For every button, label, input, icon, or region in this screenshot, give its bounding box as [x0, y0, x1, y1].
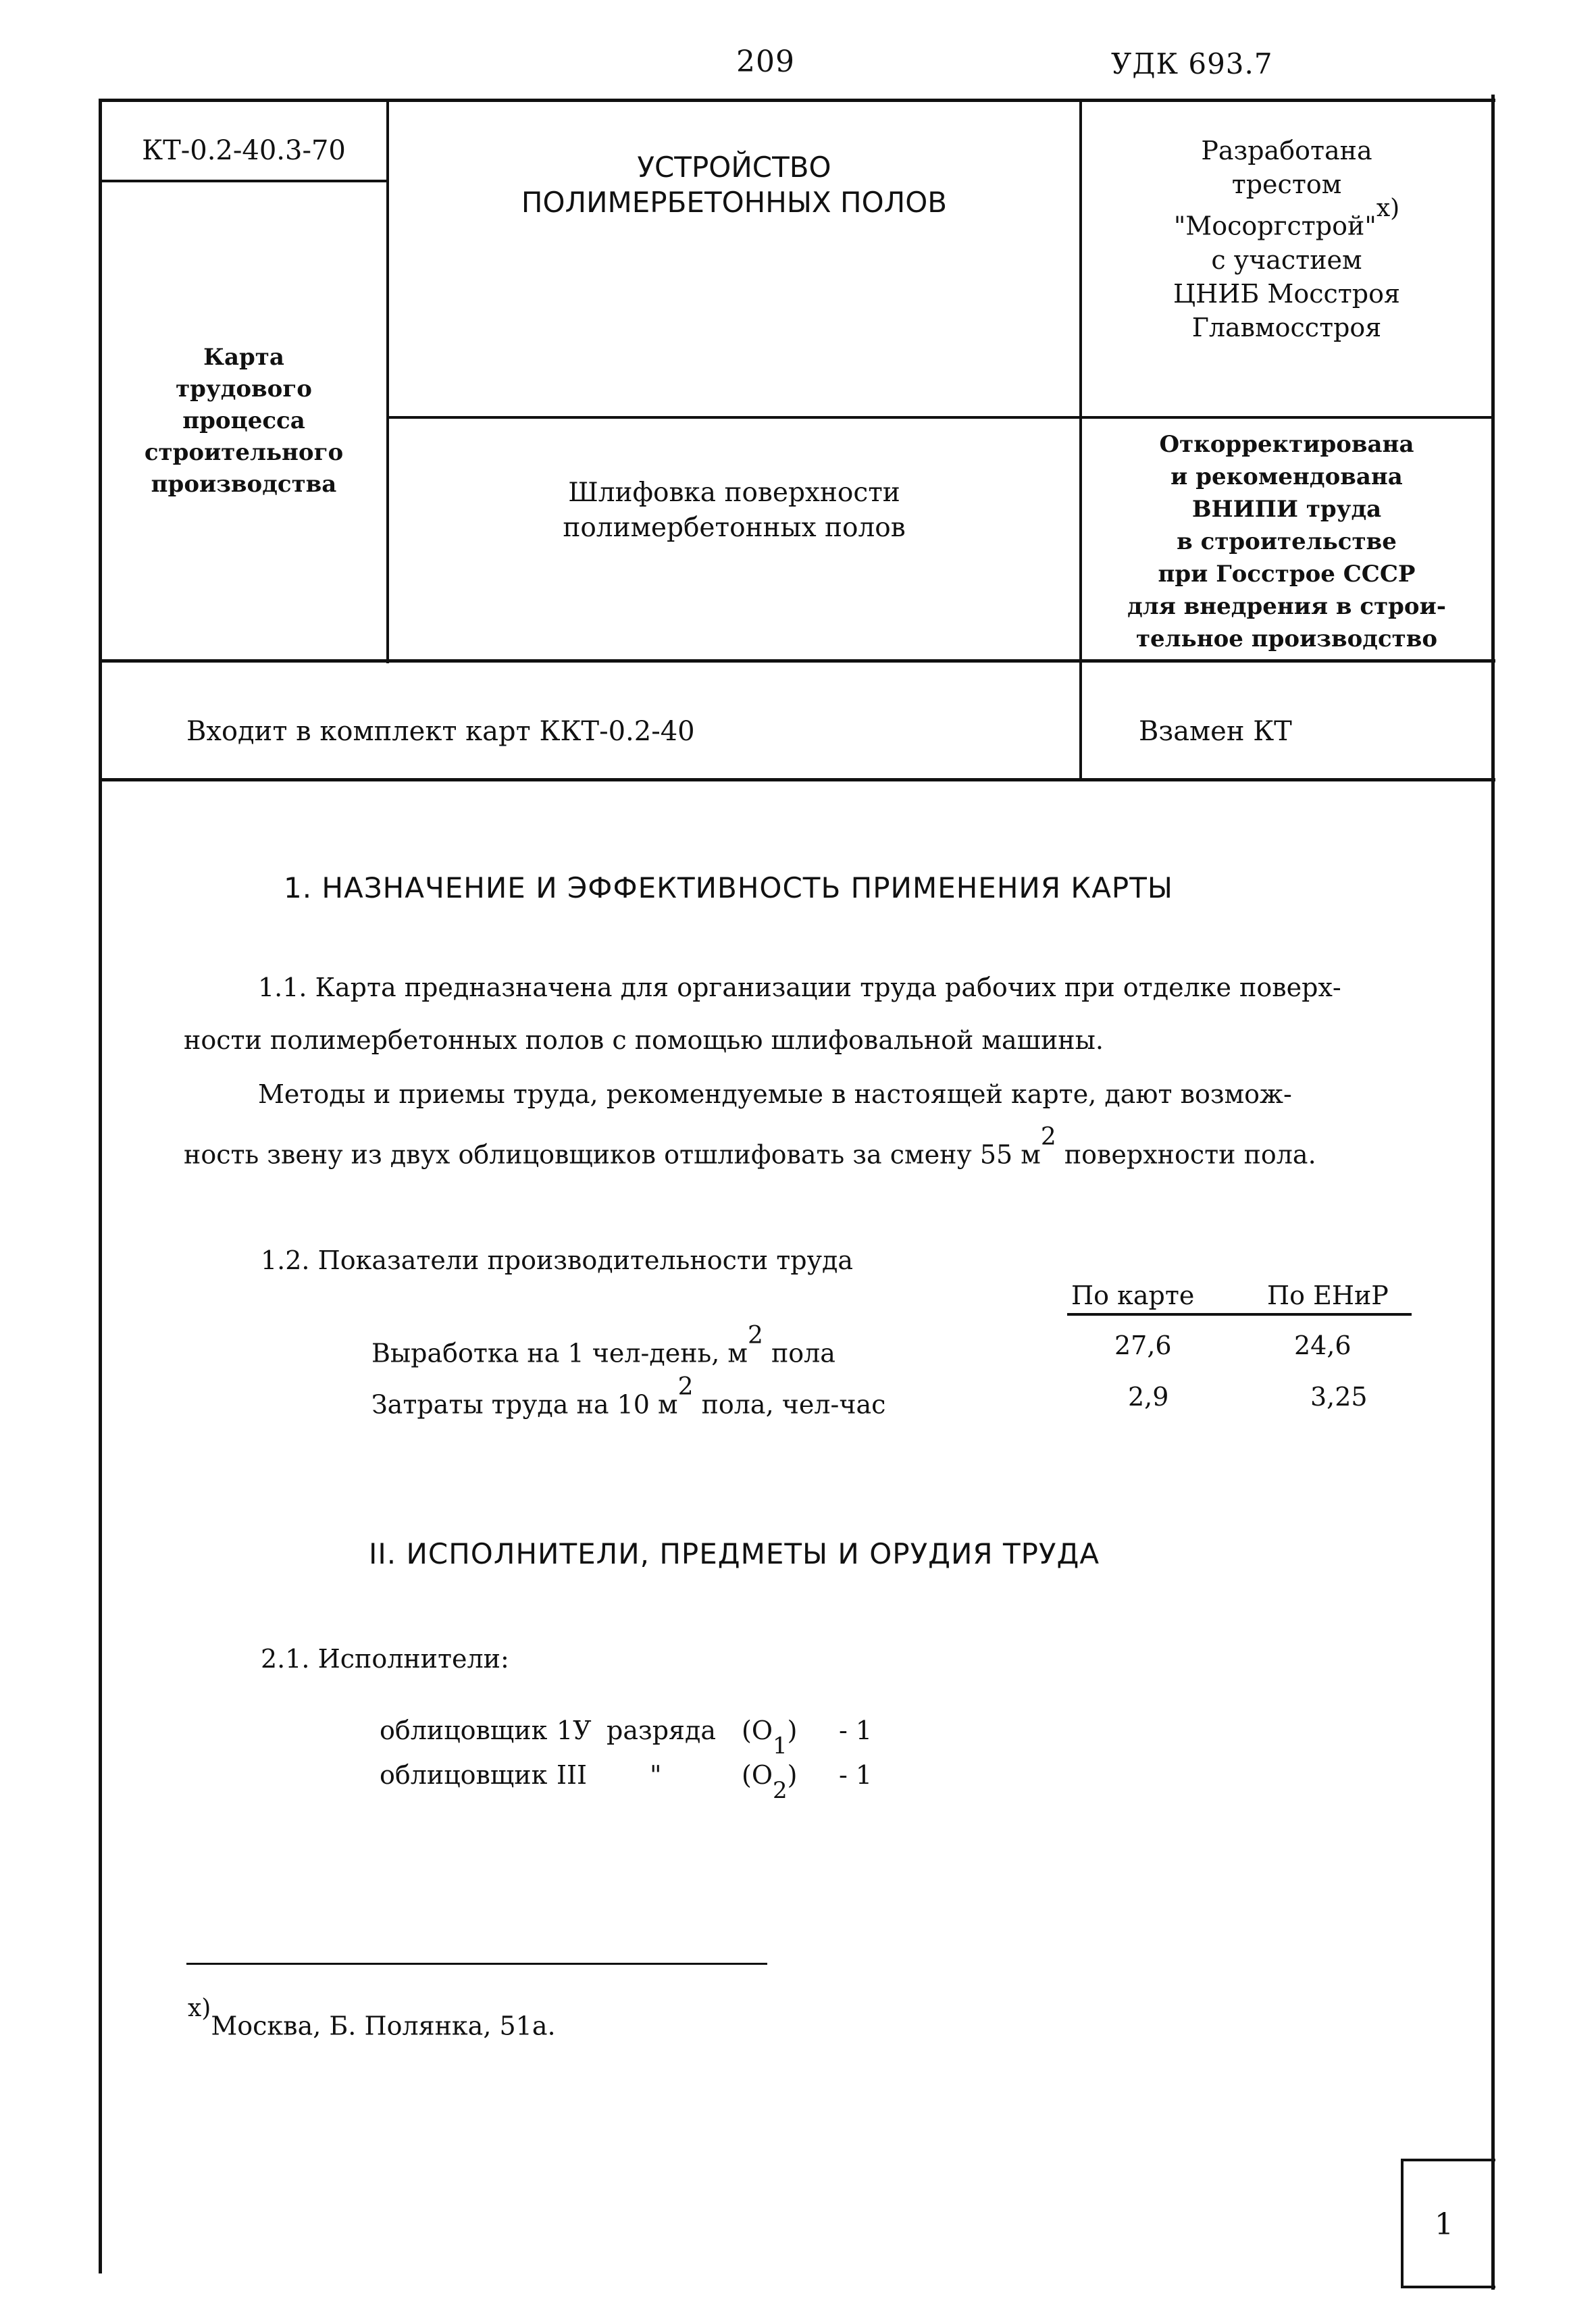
udk-code: УДК 693.7 [1111, 47, 1273, 80]
corrected-by: Откорректирована и рекомендована ВНИПИ труда в строительстве при Госстрое СССР для внедрения в строи- тельное производство [1127, 431, 1446, 652]
footnote-divider [186, 1963, 767, 1965]
column-by-enir: По ЕНиР [1267, 1281, 1389, 1310]
section-1-heading: 1. НАЗНАЧЕНИЕ И ЭФФЕКТИВНОСТЬ ПРИМЕНЕНИЯ КАРТЫ [284, 871, 1173, 904]
card-set-label: Входит в комплект карт ККТ-0.2-40 [186, 716, 695, 747]
performer-row: облицовщик III " $(O_2)$ - 1 [380, 1760, 873, 1804]
card-type: Карта трудового процесса строительного производства [144, 344, 344, 498]
row-by-enir: 24,6 [1294, 1331, 1352, 1360]
table-row: Выработка на 1 чел-день, $м^2$ пола 27,6 24,6 [371, 1322, 1352, 1368]
indicators-title: 1.2. Показатели производительности труда [261, 1245, 854, 1275]
paragraph-methods: Методы и приемы труда, рекомендуемые в настоящей карте, дают возмож- ность звену из двух облицовщиков отшлифовать за смену 55 $м^2$ поверхности пола. [184, 1079, 1316, 1170]
developed-by: Разработана трестом "Мосоргстрой"$^{x)}$ с участием ЦНИБ Мосстроя Главмосстроя [1173, 136, 1400, 342]
column-by-card: По карте [1071, 1281, 1195, 1310]
footnote: $^{x)}$Москва, Б. Полянка, 51а. [188, 1995, 556, 2041]
card-code: КТ-0.2-40.3-70 [142, 135, 346, 166]
page-number: 209 [736, 45, 795, 79]
performers-title: 2.1. Исполнители: [261, 1644, 509, 1674]
card-title: УСТРОЙСТВО ПОЛИМЕРБЕТОННЫХ ПОЛОВ [521, 151, 948, 219]
replaces-label: Взамен КТ [1139, 716, 1292, 747]
section-2-heading: II. ИСПОЛНИТЕЛИ, ПРЕДМЕТЫ И ОРУДИЯ ТРУДА [369, 1537, 1100, 1570]
table-row: Затраты труда на 10 $м^2$ пола, чел-час 2,9 3,25 [371, 1373, 1368, 1420]
row-by-card: 2,9 [1128, 1382, 1169, 1412]
sheet-number: 1 [1435, 2207, 1453, 2242]
row-by-card: 27,6 [1114, 1331, 1172, 1360]
columns-underline [1067, 1313, 1412, 1316]
paragraph-1-1: 1.1. Карта предназначена для организации труда рабочих при отделке поверх- ности полимербетонных полов с помощью шлифовальной машины. [184, 973, 1341, 1055]
performer-row: облицовщик 1У разряда $(O_1)$ - 1 [380, 1716, 873, 1759]
row-by-enir: 3,25 [1310, 1382, 1368, 1412]
card-subtitle: Шлифовка поверхности полимербетонных полов [563, 478, 906, 543]
